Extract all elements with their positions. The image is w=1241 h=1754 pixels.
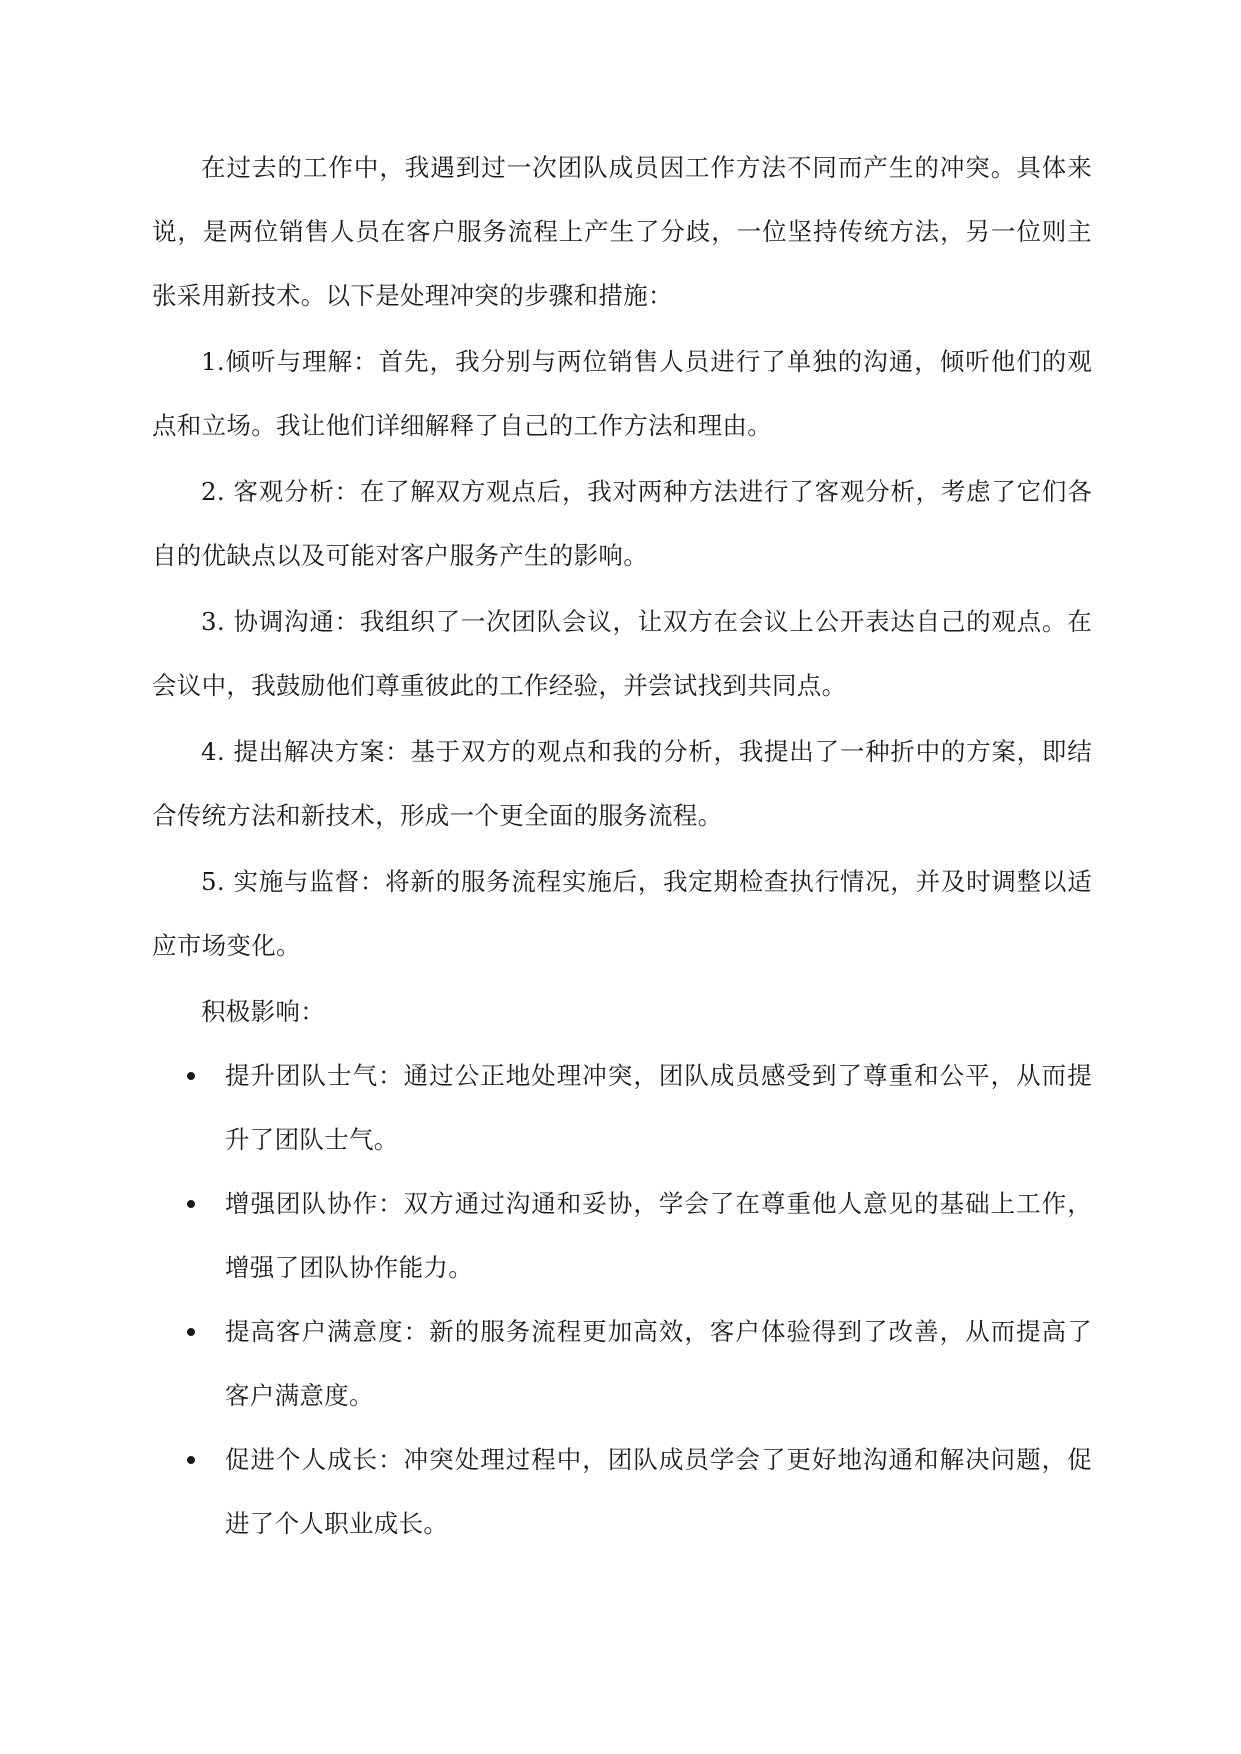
intro-paragraph: 在过去的工作中，我遇到过一次团队成员因工作方法不同而产生的冲突。具体来说，是两位销售人员在客户服务流程上产生了分歧，一位坚持传统方法，另一位则主张采用新技术。以下是处理冲突的步骤和措施： xyxy=(152,153,1092,310)
step-1-paragraph: 1.倾听与理解：首先，我分别与两位销售人员进行了单独的沟通，倾听他们的观点和立场。我让他们详细解释了自己的工作方法和理由。 xyxy=(152,347,1092,440)
bullet-dot-icon xyxy=(187,1456,195,1464)
impact-text: 提升团队士气：通过公正地处理冲突，团队成员感受到了尊重和公平，从而提升了团队士气。 xyxy=(225,1061,1092,1154)
step-5-paragraph: 5. 实施与监督：将新的服务流程实施后，我定期检查执行情况，并及时调整以适应市场变化。 xyxy=(152,867,1092,960)
impact-text: 增强团队协作：双方通过沟通和妥协，学会了在尊重他人意见的基础上工作，增强了团队协作能力。 xyxy=(225,1189,1092,1282)
bullet-dot-icon xyxy=(187,1328,195,1336)
step-3-paragraph: 3. 协调沟通：我组织了一次团队会议，让双方在会议上公开表达自己的观点。在会议中，我鼓励他们尊重彼此的工作经验，并尝试找到共同点。 xyxy=(152,607,1092,700)
impact-heading: 积极影响： xyxy=(201,997,325,1026)
bullet-dot-icon xyxy=(187,1072,195,1080)
step-2-paragraph: 2. 客观分析：在了解双方观点后，我对两种方法进行了客观分析，考虑了它们各自的优缺点以及可能对客户服务产生的影响。 xyxy=(152,477,1092,570)
impact-text: 促进个人成长：冲突处理过程中，团队成员学会了更好地沟通和解决问题，促进了个人职业成长。 xyxy=(225,1445,1092,1538)
bullet-dot-icon xyxy=(187,1200,195,1208)
impact-text: 提高客户满意度：新的服务流程更加高效，客户体验得到了改善，从而提高了客户满意度。 xyxy=(225,1317,1092,1410)
impact-list xyxy=(152,1044,1092,1556)
impact-item-collaboration xyxy=(152,1172,1092,1300)
document-page xyxy=(152,136,1092,1556)
impact-item-growth xyxy=(152,1428,1092,1556)
step-4-paragraph: 4. 提出解决方案：基于双方的观点和我的分析，我提出了一种折中的方案，即结合传统方法和新技术，形成一个更全面的服务流程。 xyxy=(152,737,1092,830)
impact-item-satisfaction xyxy=(152,1300,1092,1428)
impact-item-morale xyxy=(152,1044,1092,1172)
